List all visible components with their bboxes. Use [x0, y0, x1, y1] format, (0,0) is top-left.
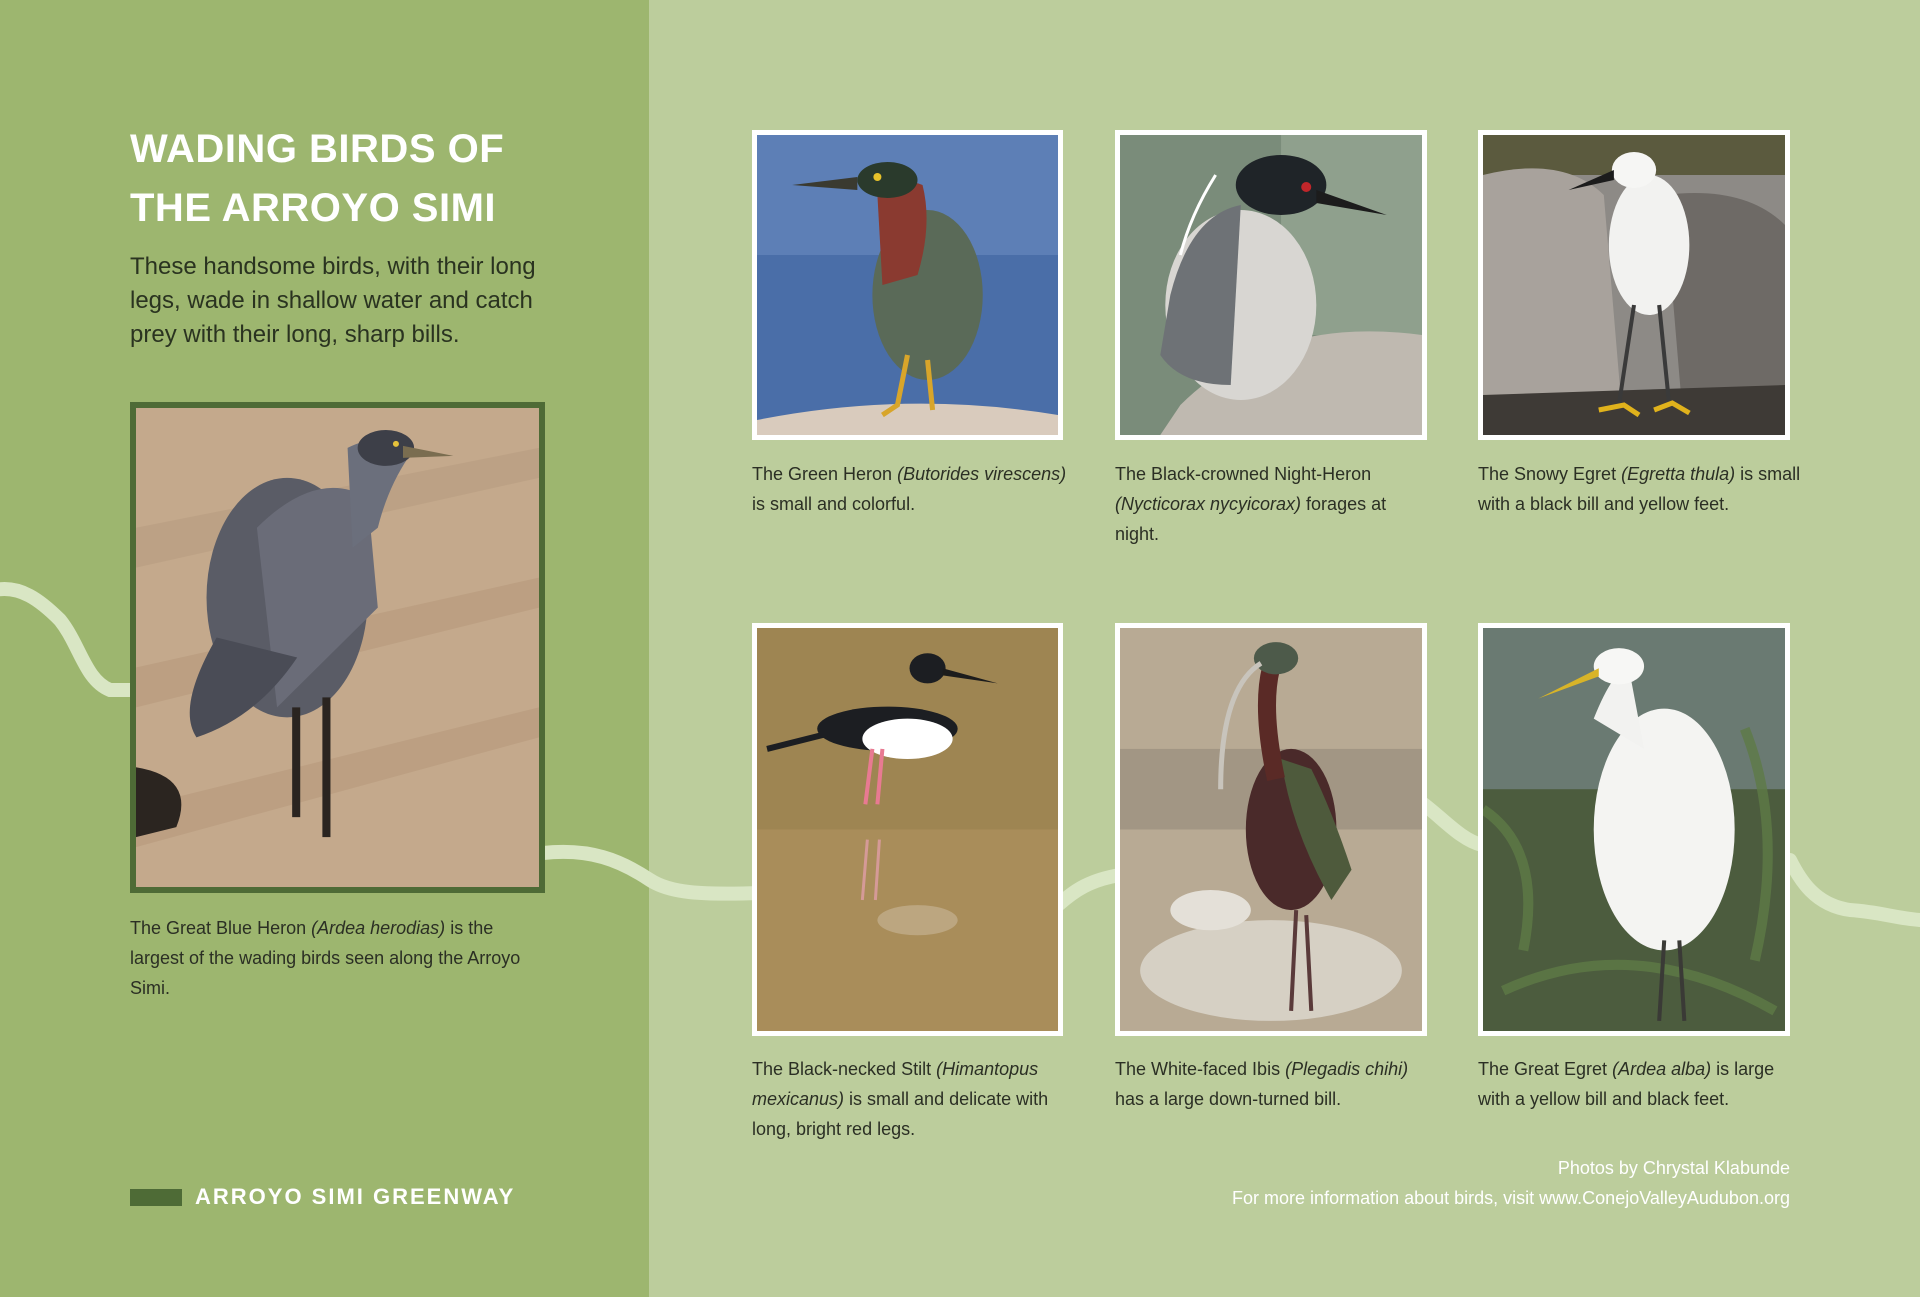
featured-desc: is the largest of the wading birds seen along the Arroyo Simi. — [130, 918, 521, 998]
bird-3-name: The Snowy Egret — [1478, 464, 1617, 484]
bird-caption-2 — [1115, 459, 1435, 549]
stilt-photo — [752, 623, 1063, 1036]
bird-caption-1 — [752, 459, 1072, 519]
photo-credit: Photos by Chrystal Klabunde — [1557, 1158, 1790, 1178]
bird-caption-3 — [1478, 459, 1808, 519]
bird-1-desc: is small and colorful. — [752, 494, 916, 514]
page-title-line2: THE ARROYO SIMI — [130, 186, 497, 230]
bird-caption-5 — [1115, 1054, 1435, 1114]
featured-caption — [130, 913, 550, 1003]
page-title-line1: WADING BIRDS OF — [130, 127, 505, 171]
bird-6-name: The Great Egret — [1478, 1059, 1608, 1079]
more-info-text: For more information about birds, visit www.ConejoValleyAudubon.org — [1232, 1188, 1790, 1208]
intro-text: These handsome birds, with their long legs, wade in shallow water and catch prey with their long, sharp bills. — [130, 253, 536, 348]
footer-greenway-label: ARROYO SIMI GREENWAY — [195, 1184, 516, 1209]
bird-6-scientific: (Ardea alba) — [1612, 1059, 1712, 1079]
bird-2-desc: forages at night. — [1115, 494, 1387, 544]
footer-accent-bar — [130, 1189, 182, 1206]
bird-4-scientific: (Himantopus mexicanus) — [752, 1059, 1039, 1109]
bird-4-name: The Black-necked Stilt — [752, 1059, 932, 1079]
snowy-egret-photo — [1478, 130, 1790, 440]
bird-3-scientific: (Egretta thula) — [1621, 464, 1736, 484]
featured-name: The Great Blue Heron — [130, 918, 307, 938]
bird-1-scientific: (Butorides virescens) — [897, 464, 1067, 484]
featured-scientific: (Ardea herodias) — [311, 918, 446, 938]
bird-5-desc: has a large down-turned bill. — [1115, 1089, 1342, 1109]
page-title — [130, 120, 610, 238]
bird-5-scientific: (Plegadis chihi) — [1285, 1059, 1409, 1079]
bird-caption-6 — [1478, 1054, 1808, 1114]
bird-3-desc: is small with a black bill and yellow feet. — [1478, 464, 1801, 514]
bird-2-name: The Black-crowned Night-Heron — [1115, 464, 1372, 484]
green-heron-photo — [752, 130, 1063, 440]
great-egret-photo — [1478, 623, 1790, 1036]
bird-6-desc: is large with a yellow bill and black feet. — [1478, 1059, 1775, 1109]
great-blue-heron-photo — [130, 402, 545, 893]
bird-5-name: The White-faced Ibis — [1115, 1059, 1281, 1079]
bird-caption-4 — [752, 1054, 1072, 1144]
bird-4-desc: is small and delicate with long, bright red legs. — [752, 1089, 1049, 1139]
bird-2-scientific: (Nycticorax nycyicorax) — [1115, 494, 1302, 514]
night-heron-photo — [1115, 130, 1427, 440]
ibis-photo — [1115, 623, 1427, 1036]
bird-1-name: The Green Heron — [752, 464, 893, 484]
credits — [1232, 1153, 1790, 1213]
